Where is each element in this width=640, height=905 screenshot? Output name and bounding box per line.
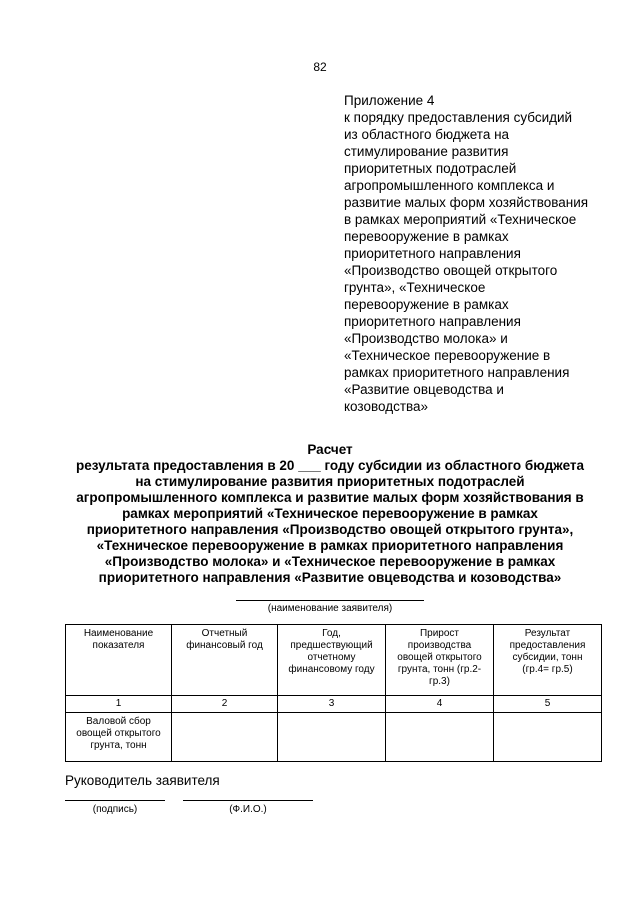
appendix-line: козоводства» bbox=[344, 399, 429, 414]
growth-cell[interactable] bbox=[386, 713, 494, 762]
table-header-row bbox=[66, 625, 602, 696]
heading-line: «Техническое перевооружение в рамках приоритетного направления bbox=[96, 538, 564, 553]
heading-line: приоритетного направления «Производство овощей открытого грунта», bbox=[86, 522, 574, 537]
appendix-line: приоритетного направления bbox=[344, 246, 521, 261]
document-heading bbox=[40, 442, 620, 586]
column-number: 3 bbox=[278, 696, 386, 713]
table-header-cell: Год, предшествующий отчетному финансовому году bbox=[278, 625, 386, 696]
manager-label: Руководитель заявителя bbox=[65, 773, 220, 788]
appendix-line: из областного бюджета на bbox=[344, 127, 510, 142]
table-row bbox=[66, 713, 602, 762]
page-number: 82 bbox=[313, 60, 327, 74]
indicator-name-cell: Валовой сбор овощей открытого грунта, тонн bbox=[66, 713, 172, 762]
appendix-line: агропромышленного комплекса и bbox=[344, 178, 555, 193]
column-number: 2 bbox=[172, 696, 278, 713]
appendix-note bbox=[344, 92, 604, 415]
appendix-line: «Развитие овцеводства и bbox=[344, 382, 504, 397]
heading-line: рамках мероприятий «Техническое перевооружение в рамках bbox=[122, 506, 538, 521]
full-name-line[interactable] bbox=[183, 800, 313, 801]
signature-caption: (подпись) bbox=[92, 804, 138, 815]
appendix-line: приоритетного направления bbox=[344, 314, 521, 329]
reporting-year-cell[interactable] bbox=[172, 713, 278, 762]
appendix-line: к порядку предоставления субсидий bbox=[344, 110, 573, 125]
appendix-line: «Производство молока» и bbox=[344, 331, 508, 346]
appendix-line: Приложение 4 bbox=[344, 93, 435, 108]
applicant-name-line[interactable] bbox=[236, 600, 424, 601]
table-header-cell: Результат предоставления субсидии, тонн (гр.4= гр.5) bbox=[494, 625, 602, 696]
column-number: 4 bbox=[386, 696, 494, 713]
heading-line: приоритетного направления «Развитие овцеводства и козоводства» bbox=[98, 570, 562, 585]
heading-line: «Производство молока» и «Техническое перевооружение в рамках bbox=[104, 554, 556, 569]
table-header-cell: Прирост производства овощей открытого грунта, тонн (гр.2-гр.3) bbox=[386, 625, 494, 696]
full-name-caption: (Ф.И.О.) bbox=[229, 804, 267, 815]
appendix-line: в рамках мероприятий «Техническое bbox=[344, 212, 577, 227]
previous-year-cell[interactable] bbox=[278, 713, 386, 762]
column-number: 5 bbox=[494, 696, 602, 713]
appendix-line: стимулирование развития bbox=[344, 144, 509, 159]
appendix-line: приоритетных подотраслей bbox=[344, 161, 517, 176]
table-header-cell: Отчетный финансовый год bbox=[172, 625, 278, 696]
calculation-table bbox=[65, 624, 602, 762]
appendix-line: «Техническое перевооружение в bbox=[344, 348, 551, 363]
heading-line: на стимулирование развития приоритетных подотраслей bbox=[135, 474, 525, 489]
heading-line: агропромышленного комплекса и развитие малых форм хозяйствования в bbox=[76, 490, 584, 505]
signature-line[interactable] bbox=[65, 800, 165, 801]
appendix-line: грунта», «Техническое bbox=[344, 280, 486, 295]
appendix-line: перевооружение в рамках bbox=[344, 297, 509, 312]
result-cell[interactable] bbox=[494, 713, 602, 762]
applicant-caption: (наименование заявителя) bbox=[267, 603, 393, 614]
column-number: 1 bbox=[66, 696, 172, 713]
appendix-line: рамках приоритетного направления bbox=[344, 365, 570, 380]
heading-line: результата предоставления в 20 ___ году субсидии из областного бюджета bbox=[75, 458, 585, 473]
appendix-line: перевооружение в рамках bbox=[344, 229, 509, 244]
appendix-line: развитие малых форм хозяйствования bbox=[344, 195, 589, 210]
appendix-line: «Производство овощей открытого bbox=[344, 263, 558, 278]
table-number-row bbox=[66, 696, 602, 713]
table-header-cell: Наименование показателя bbox=[66, 625, 172, 696]
heading-title: Расчет bbox=[307, 442, 353, 457]
